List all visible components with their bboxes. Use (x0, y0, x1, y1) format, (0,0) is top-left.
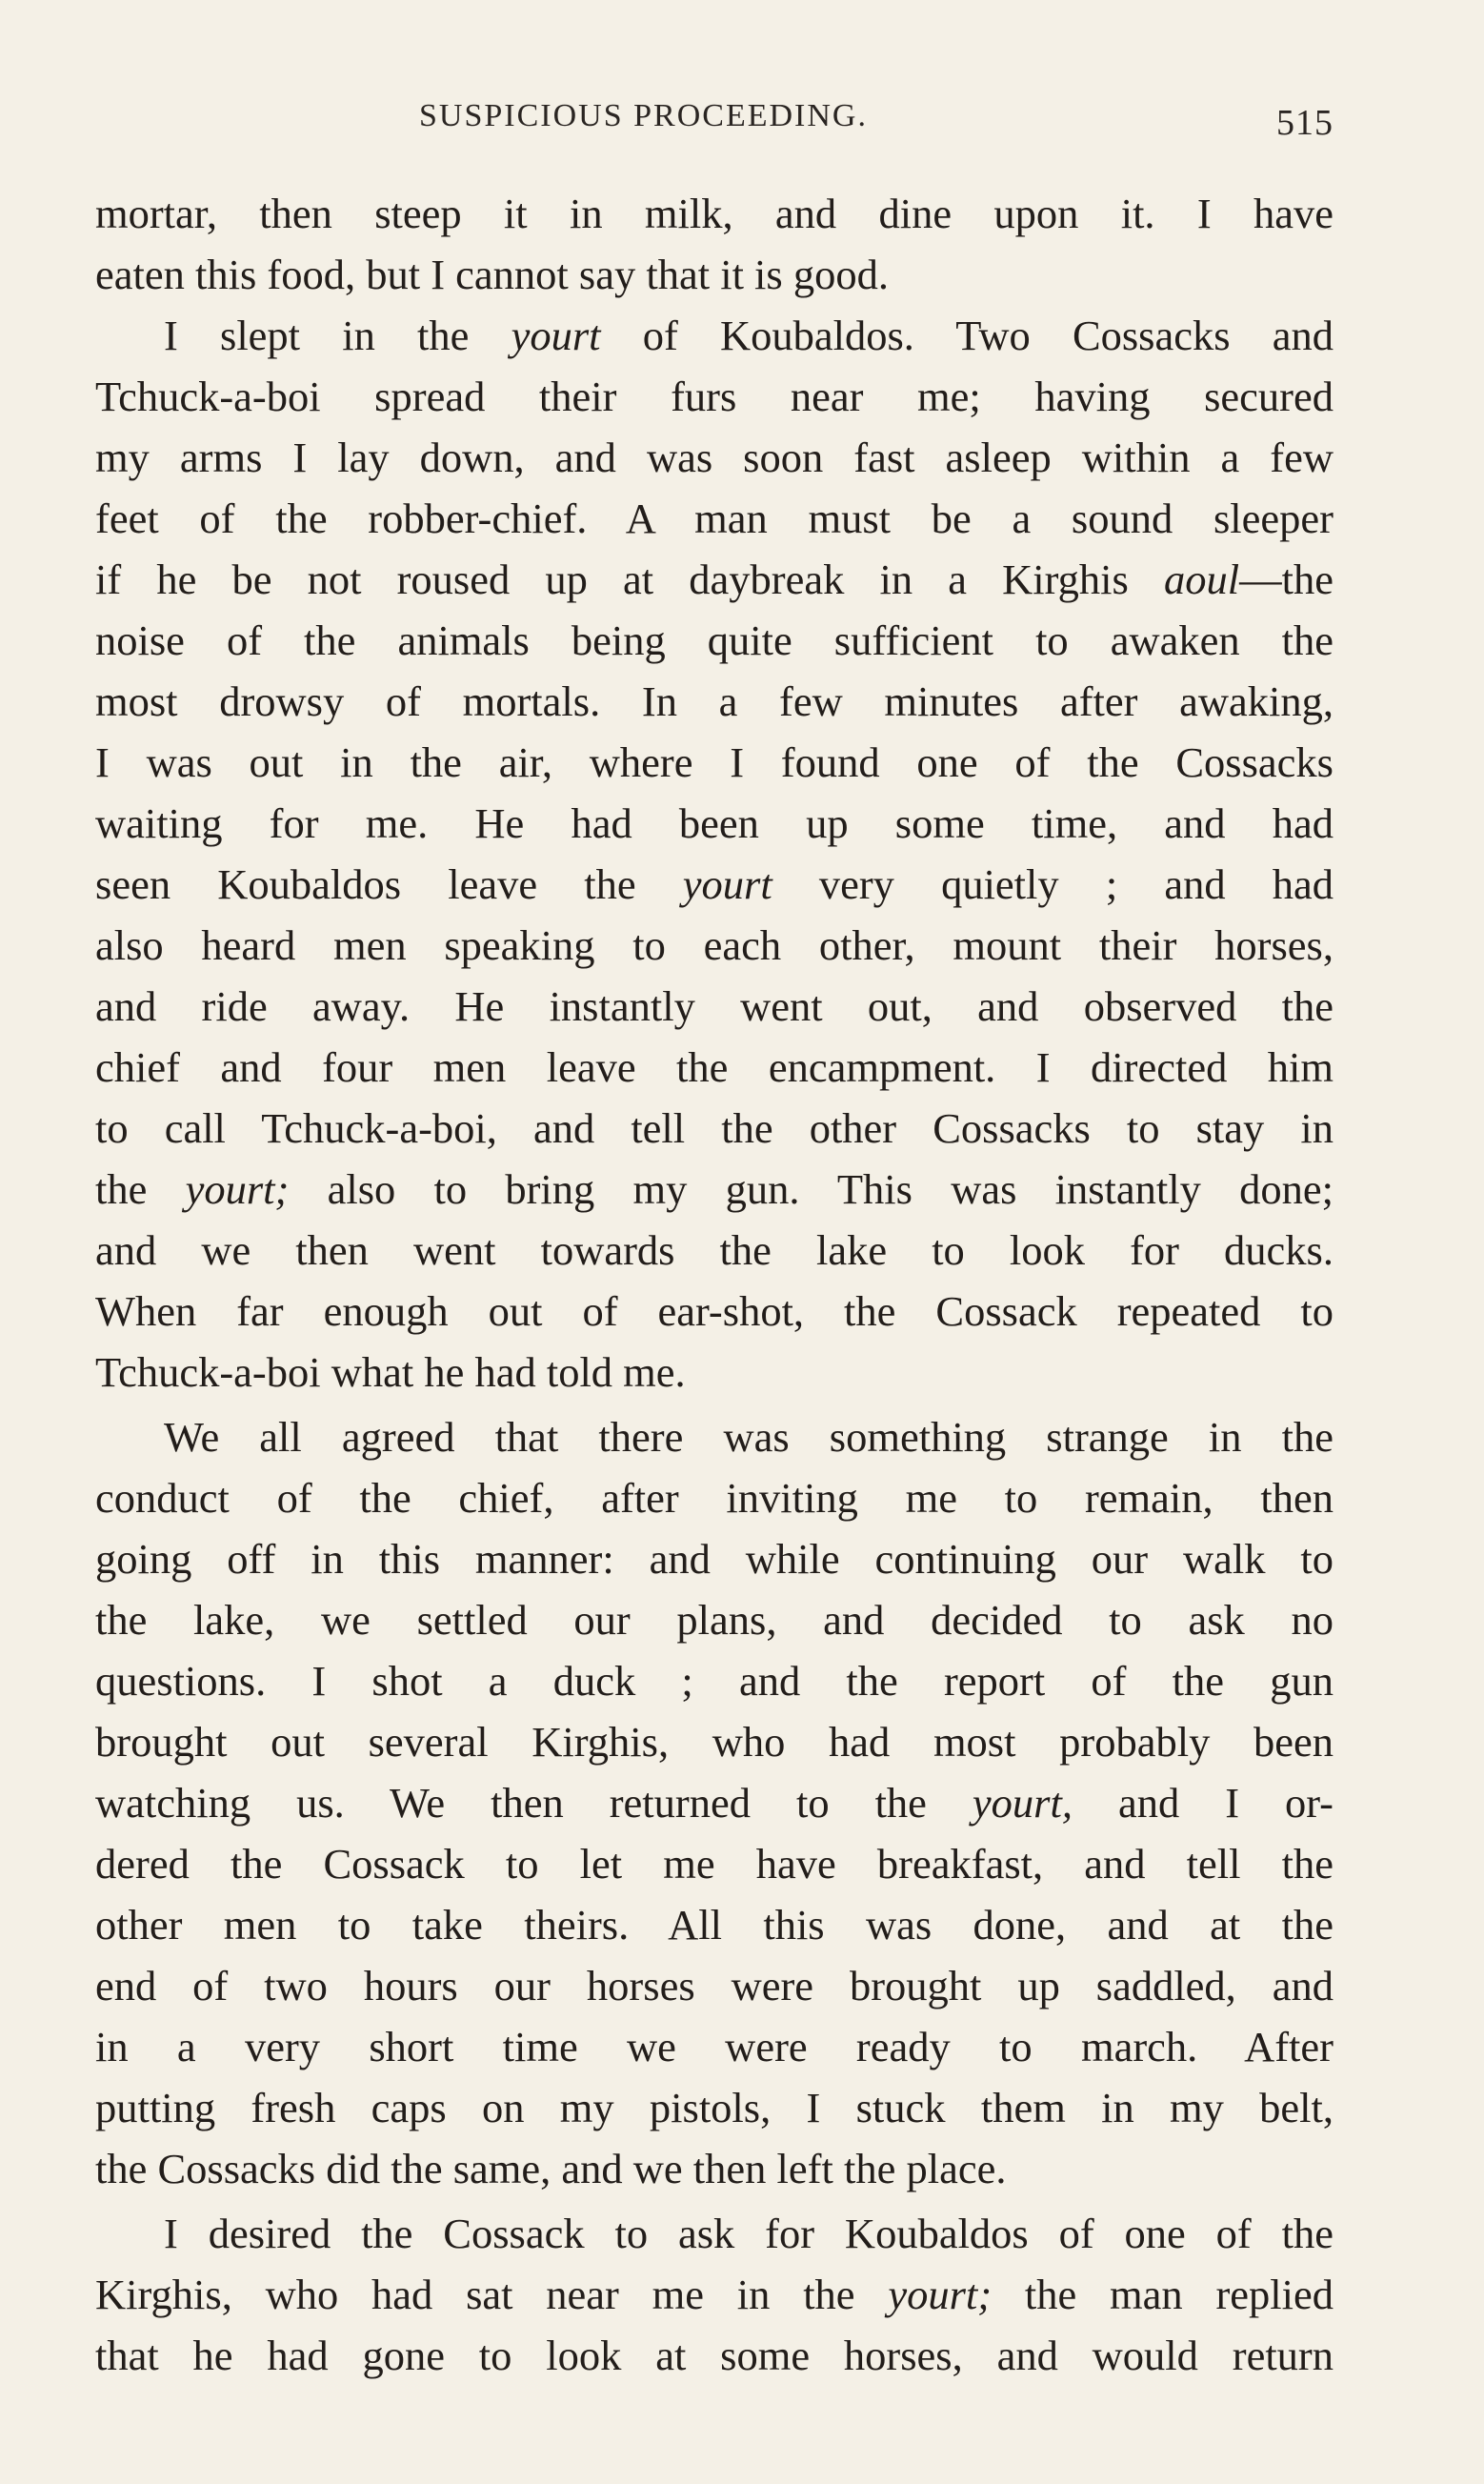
text-line: chief and four men leave the encampment. I directed him (95, 1043, 1334, 1091)
italic-word: yourt; (888, 2271, 993, 2318)
italic-word: aoul (1164, 555, 1240, 603)
text-line: and we then went towards the lake to look for ducks. (95, 1226, 1334, 1274)
text-line: brought out several Kirghis, who had most probably been (95, 1718, 1334, 1766)
page-number: 515 (1276, 103, 1334, 143)
text-line: end of two hours our horses were brought up saddled, and (95, 1962, 1334, 2009)
text-line: my arms I lay down, and was soon fast asleep within a few (95, 434, 1334, 481)
text-line: We all agreed that there was something strange in the (164, 1413, 1334, 1461)
text-line: dered the Cossack to let me have breakfast, and tell the (95, 1840, 1334, 1888)
text-line: Kirghis, who had sat near me in the yourt; the man replied (95, 2271, 1334, 2318)
text-line: if he be not roused up at daybreak in a Kirghis aoul—the (95, 555, 1334, 603)
text-line: waiting for me. He had been up some time, and had (95, 799, 1334, 847)
text-line: also heard men speaking to each other, mount their horses, (95, 921, 1334, 969)
text-line: I desired the Cossack to ask for Koubaldos of one of the (164, 2210, 1334, 2257)
text-line: most drowsy of mortals. In a few minutes after awaking, (95, 677, 1334, 725)
text-line: questions. I shot a duck ; and the report of the gun (95, 1657, 1334, 1705)
text-line: seen Koubaldos leave the yourt very quietly ; and had (95, 860, 1334, 908)
italic-word: yourt (511, 312, 601, 359)
text-line: going off in this manner: and while continuing our walk to (95, 1535, 1334, 1583)
text-line: other men to take theirs. All this was done, and at the (95, 1901, 1334, 1949)
running-head (0, 98, 1484, 155)
text-line: I was out in the air, where I found one of the Cossacks (95, 738, 1334, 786)
text-line: conduct of the chief, after inviting me to remain, then (95, 1474, 1334, 1522)
italic-word: yourt, (972, 1779, 1073, 1827)
italic-word: yourt; (185, 1165, 290, 1213)
text-line: that he had gone to look at some horses, and would return (95, 2332, 1334, 2379)
body-text (95, 183, 1334, 2386)
text-line: feet of the robber-chief. A man must be a sound sleeper (95, 495, 1334, 542)
italic-word: yourt (682, 860, 772, 908)
text-line: When far enough out of ear-shot, the Cossack repeated to (95, 1287, 1334, 1335)
text-line: noise of the animals being quite sufficient to awaken the (95, 616, 1334, 664)
text-line: to call Tchuck-a-boi, and tell the other Cossacks to stay in (95, 1104, 1334, 1152)
text-line: Tchuck-a-boi what he had told me. (95, 1348, 686, 1396)
text-line: eaten this food, but I cannot say that it is good. (95, 251, 889, 298)
text-line: I slept in the yourt of Koubaldos. Two Cossacks and (164, 312, 1334, 359)
text-line: the Cossacks did the same, and we then left the place. (95, 2145, 1007, 2192)
text-line: and ride away. He instantly went out, and observed the (95, 982, 1334, 1030)
text-line: mortar, then steep it in milk, and dine upon it. I have (95, 190, 1334, 237)
text-line: Tchuck-a-boi spread their furs near me; having secured (95, 373, 1334, 420)
text-line: in a very short time we were ready to march. After (95, 2023, 1334, 2070)
running-title: SUSPICIOUS PROCEEDING. (419, 98, 868, 133)
text-line: the lake, we settled our plans, and decided to ask no (95, 1596, 1334, 1644)
text-line: putting fresh caps on my pistols, I stuck them in my belt, (95, 2084, 1334, 2131)
text-line: watching us. We then returned to the yourt, and I or- (95, 1779, 1334, 1827)
text-line: the yourt; also to bring my gun. This was instantly done; (95, 1165, 1334, 1213)
